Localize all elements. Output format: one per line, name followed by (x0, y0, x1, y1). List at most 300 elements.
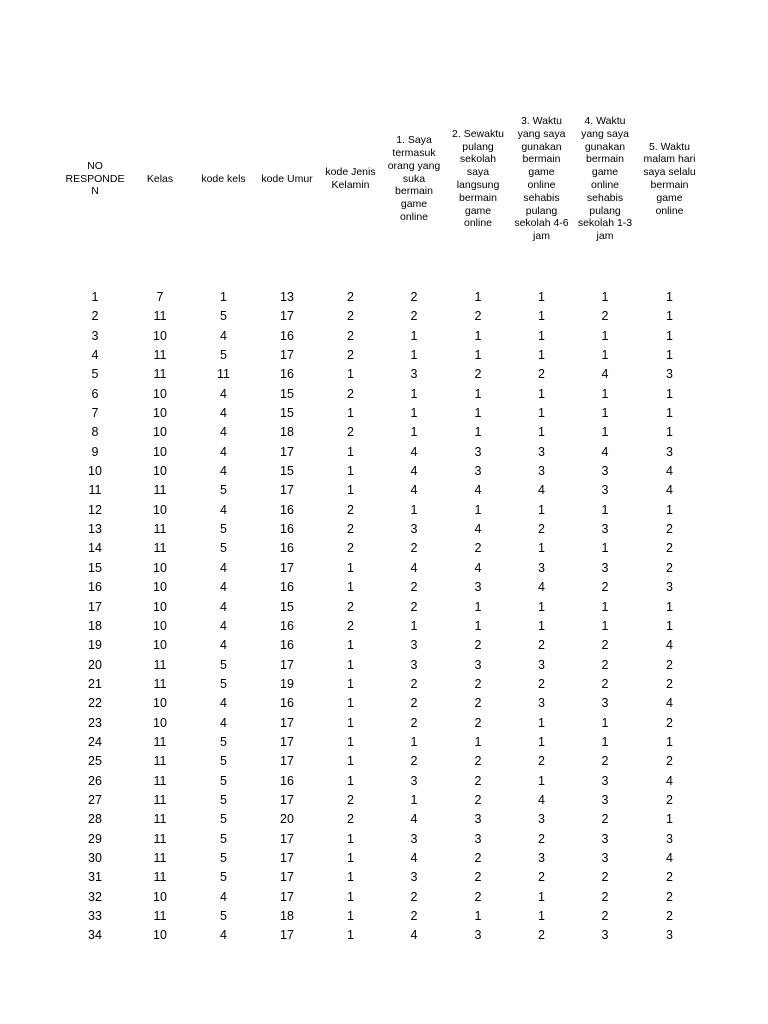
table-cell: 22 (88, 696, 102, 711)
table-cell: 1 (410, 792, 418, 807)
table-cell: 26 (88, 773, 102, 788)
table-cell: 10 (153, 386, 167, 401)
table-row (62, 462, 702, 481)
table-cell: 9 (91, 444, 99, 459)
table-cell: 13 (280, 290, 294, 304)
table-cell: 19 (88, 638, 102, 653)
table-cell: 15 (280, 599, 294, 614)
table-cell: 11 (153, 792, 167, 807)
table-cell: 2 (601, 812, 609, 827)
table-cell: 20 (280, 812, 294, 827)
table-cell: 2 (410, 541, 418, 556)
table-cell: 16 (88, 580, 102, 595)
table-cell: 27 (88, 792, 102, 807)
table-cell: 2 (666, 715, 673, 730)
table-cell: 4 (666, 483, 673, 498)
table-cell: 10 (153, 696, 167, 711)
table-cell: 2 (538, 638, 545, 653)
table-cell: 2 (474, 889, 482, 904)
table-cell: 3 (666, 831, 673, 846)
table-cell: 17 (280, 889, 294, 904)
table-cell: 4 (410, 850, 418, 865)
table-cell: 1 (474, 502, 482, 517)
table-cell: 16 (280, 618, 294, 633)
table-cell: 30 (88, 850, 102, 865)
table-cell: 1 (538, 406, 545, 421)
table-cell: 3 (538, 696, 545, 711)
table-cell: 24 (88, 734, 102, 749)
table-cell: 1 (601, 599, 609, 614)
table-cell: 1 (601, 541, 609, 556)
table-cell: 2 (347, 618, 354, 633)
table-cell: 17 (280, 657, 294, 672)
table-cell: 2 (347, 522, 354, 537)
header-question-4: 4. Waktu yang saya gunakan bermain game online sehabis pulang sekolah 1-3 jam (577, 115, 633, 243)
table-cell: 3 (601, 522, 609, 537)
table-cell: 4 (220, 464, 227, 479)
table-cell: 3 (601, 792, 609, 807)
table-cell: 2 (347, 541, 354, 556)
table-cell: 4 (220, 928, 227, 943)
table-cell: 1 (410, 328, 418, 343)
table-cell: 1 (538, 734, 545, 749)
table-cell: 2 (538, 367, 545, 382)
table-cell: 2 (666, 560, 673, 575)
table-cell: 1 (601, 406, 609, 421)
table-cell: 29 (88, 831, 102, 846)
table-cell: 17 (280, 715, 294, 730)
table-cell: 5 (220, 309, 227, 324)
table-cell: 1 (666, 812, 673, 827)
table-cell: 1 (538, 290, 545, 304)
table-cell: 4 (220, 638, 227, 653)
table-row (62, 404, 702, 423)
table-cell: 2 (474, 754, 482, 769)
table-cell: 3 (601, 850, 609, 865)
table-cell: 1 (601, 734, 609, 749)
table-cell: 1 (410, 348, 418, 363)
table-cell: 10 (153, 328, 167, 343)
table-cell: 17 (280, 792, 294, 807)
table-cell: 2 (347, 792, 354, 807)
table-cell: 1 (601, 290, 609, 304)
table-cell: 5 (220, 792, 227, 807)
table-cell: 1 (347, 831, 354, 846)
table-cell: 1 (347, 657, 354, 672)
table-cell: 3 (538, 657, 545, 672)
table-cell: 4 (220, 560, 227, 575)
table-cell: 5 (91, 367, 99, 382)
header-kode-kels: kode kels (201, 172, 246, 185)
table-cell: 2 (601, 754, 609, 769)
header-question-3: 3. Waktu yang saya gunakan bermain game online sehabis pulang sekolah 4-6 jam (514, 115, 569, 243)
table-cell: 16 (280, 328, 294, 343)
header-question-1: 1. Saya termasuk orang yang suka bermain game online (387, 134, 441, 223)
table-cell: 5 (220, 831, 227, 846)
table-cell: 1 (410, 386, 418, 401)
table-cell: 11 (153, 367, 167, 382)
table-cell: 4 (410, 560, 418, 575)
table-cell: 1 (347, 580, 354, 595)
table-cell: 2 (666, 870, 673, 885)
table-cell: 2 (474, 870, 482, 885)
table-cell: 25 (88, 754, 102, 769)
table-cell: 14 (88, 541, 102, 556)
table-cell: 11 (153, 657, 167, 672)
table-cell: 1 (347, 928, 354, 943)
table-cell: 2 (410, 580, 418, 595)
table-cell: 2 (410, 754, 418, 769)
table-cell: 17 (280, 309, 294, 324)
table-cell: 17 (280, 734, 294, 749)
table-cell: 1 (347, 850, 354, 865)
table-cell: 2 (666, 889, 673, 904)
table-cell: 1 (347, 696, 354, 711)
table-cell: 16 (280, 502, 294, 517)
table-cell: 1 (601, 502, 609, 517)
table-cell: 10 (153, 406, 167, 421)
table-cell: 3 (474, 444, 482, 459)
table-cell: 1 (666, 502, 673, 517)
table-cell: 1 (347, 406, 354, 421)
table-cell: 18 (280, 909, 294, 923)
table-cell: 10 (153, 618, 167, 633)
table-cell: 1 (474, 425, 482, 440)
table-cell: 4 (220, 889, 227, 904)
table-cell: 2 (474, 715, 482, 730)
table-cell: 3 (538, 812, 545, 827)
table-cell: 11 (217, 367, 230, 382)
table-cell: 1 (538, 425, 545, 440)
table-cell: 1 (601, 348, 609, 363)
table-row (62, 307, 702, 326)
table-cell: 2 (666, 541, 673, 556)
table-cell: 2 (474, 676, 482, 691)
table-row (62, 346, 702, 365)
table-row (62, 830, 702, 849)
table-row (62, 810, 702, 829)
table-cell: 5 (220, 541, 227, 556)
table-cell: 3 (666, 367, 673, 382)
table-cell: 1 (538, 909, 545, 923)
table-cell: 10 (153, 715, 167, 730)
table-cell: 3 (601, 464, 609, 479)
table-cell: 10 (153, 444, 167, 459)
table-row (62, 598, 702, 617)
table-cell: 4 (91, 348, 99, 363)
table-cell: 11 (153, 483, 167, 498)
table-cell: 2 (601, 657, 609, 672)
table-cell: 4 (220, 599, 227, 614)
table-cell: 1 (601, 618, 609, 633)
table-cell: 11 (153, 734, 167, 749)
table-cell: 2 (538, 928, 545, 943)
table-cell: 1 (474, 290, 482, 304)
table-cell: 1 (538, 889, 545, 904)
table-cell: 4 (538, 792, 545, 807)
table-cell: 1 (666, 734, 673, 749)
table-cell: 4 (538, 580, 545, 595)
table-cell: 15 (280, 464, 294, 479)
table-row (62, 714, 702, 733)
table-cell: 1 (474, 348, 482, 363)
table-cell: 1 (474, 386, 482, 401)
table-cell: 3 (666, 444, 673, 459)
header-kode-jenis-kelamin: kode Jenis Kelamin (325, 166, 376, 191)
table-cell: 1 (666, 348, 673, 363)
table-cell: 1 (538, 715, 545, 730)
table-cell: 4 (601, 444, 609, 459)
table-cell: 1 (538, 541, 545, 556)
table-cell: 11 (153, 676, 167, 691)
table-cell: 13 (88, 522, 102, 537)
table-cell: 2 (601, 889, 609, 904)
table-row (62, 423, 702, 442)
table-cell: 2 (474, 309, 482, 324)
survey-data-table (62, 110, 702, 946)
table-cell: 4 (220, 425, 227, 440)
table-cell: 1 (666, 406, 673, 421)
table-cell: 2 (666, 909, 673, 923)
table-cell: 4 (601, 367, 609, 382)
table-cell: 2 (347, 599, 354, 614)
table-cell: 2 (601, 870, 609, 885)
table-cell: 4 (538, 483, 545, 498)
table-cell: 1 (666, 309, 673, 324)
table-cell: 1 (474, 734, 482, 749)
table-cell: 3 (601, 560, 609, 575)
table-cell: 23 (88, 715, 102, 730)
table-cell: 16 (280, 638, 294, 653)
table-cell: 3 (410, 522, 418, 537)
table-cell: 4 (666, 638, 673, 653)
table-cell: 2 (410, 676, 418, 691)
table-cell: 4 (410, 444, 418, 459)
table-row (62, 520, 702, 539)
table-cell: 3 (410, 367, 418, 382)
table-cell: 4 (666, 464, 673, 479)
table-cell: 3 (538, 850, 545, 865)
table-cell: 1 (347, 870, 354, 885)
table-cell: 1 (666, 290, 673, 304)
table-cell: 17 (280, 560, 294, 575)
table-row (62, 248, 702, 307)
table-cell: 2 (91, 309, 99, 324)
table-cell: 2 (666, 792, 673, 807)
table-cell: 1 (410, 406, 418, 421)
header-row (62, 110, 702, 248)
table-cell: 3 (474, 580, 482, 595)
table-cell: 1 (410, 734, 418, 749)
table-row (62, 501, 702, 520)
table-cell: 16 (280, 696, 294, 711)
table-cell: 18 (280, 425, 294, 440)
header-kode-umur: kode Umur (261, 172, 313, 185)
table-cell: 3 (410, 773, 418, 788)
table-cell: 4 (666, 696, 673, 711)
table-body (62, 248, 702, 946)
table-row (62, 365, 702, 384)
table-cell: 11 (153, 541, 167, 556)
table-row (62, 926, 702, 945)
table-cell: 2 (538, 831, 545, 846)
table-cell: 1 (601, 386, 609, 401)
table-cell: 18 (88, 618, 102, 633)
table-cell: 1 (474, 406, 482, 421)
table-cell: 11 (153, 773, 167, 788)
table-cell: 2 (410, 309, 418, 324)
table-row (62, 578, 702, 597)
table-cell: 1 (538, 502, 545, 517)
table-cell: 3 (474, 831, 482, 846)
table-cell: 33 (88, 909, 102, 923)
table-row (62, 868, 702, 887)
table-cell: 4 (220, 502, 227, 517)
table-cell: 11 (88, 483, 102, 498)
table-row (62, 443, 702, 462)
table-cell: 1 (347, 715, 354, 730)
table-row (62, 385, 702, 404)
table-cell: 2 (601, 309, 609, 324)
table-cell: 1 (347, 560, 354, 575)
table-cell: 7 (156, 290, 164, 304)
table-cell: 1 (347, 464, 354, 479)
table-row (62, 888, 702, 907)
table-cell: 17 (280, 870, 294, 885)
table-cell: 3 (538, 444, 545, 459)
table-cell: 10 (88, 464, 102, 479)
table-cell: 16 (280, 367, 294, 382)
table-cell: 1 (347, 754, 354, 769)
table-cell: 17 (280, 928, 294, 943)
table-cell: 2 (410, 715, 418, 730)
table-cell: 1 (347, 676, 354, 691)
table-cell: 4 (220, 406, 227, 421)
table-cell: 11 (153, 870, 167, 885)
table-cell: 2 (347, 348, 354, 363)
table-cell: 1 (538, 309, 545, 324)
table-cell: 2 (474, 850, 482, 865)
table-cell: 1 (347, 444, 354, 459)
table-cell: 4 (220, 715, 227, 730)
table-row (62, 656, 702, 675)
table-cell: 3 (474, 464, 482, 479)
table-cell: 2 (474, 638, 482, 653)
table-cell: 3 (474, 928, 482, 943)
table-cell: 1 (538, 328, 545, 343)
table-cell: 2 (474, 792, 482, 807)
table-cell: 1 (538, 348, 545, 363)
table-cell: 3 (601, 483, 609, 498)
table-cell: 2 (410, 909, 418, 923)
table-cell: 4 (220, 444, 227, 459)
table-cell: 3 (410, 638, 418, 653)
table-cell: 1 (538, 618, 545, 633)
table-row (62, 539, 702, 558)
table-cell: 17 (88, 599, 102, 614)
table-cell: 1 (410, 425, 418, 440)
table-cell: 10 (153, 502, 167, 517)
table-cell: 10 (153, 599, 167, 614)
table-cell: 17 (280, 754, 294, 769)
table-cell: 10 (153, 928, 167, 943)
table-cell: 2 (474, 367, 482, 382)
table-cell: 1 (410, 502, 418, 517)
table-cell: 11 (153, 348, 167, 363)
table-cell: 28 (88, 812, 102, 827)
table-cell: 16 (280, 580, 294, 595)
table-cell: 2 (538, 754, 545, 769)
table-cell: 5 (220, 657, 227, 672)
table-cell: 4 (666, 773, 673, 788)
table-cell: 1 (666, 328, 673, 343)
table-row (62, 327, 702, 346)
table-cell: 2 (538, 676, 545, 691)
table-cell: 4 (220, 386, 227, 401)
table-cell: 5 (220, 676, 227, 691)
table-cell: 3 (601, 831, 609, 846)
table-cell: 11 (153, 522, 167, 537)
table-cell: 5 (220, 754, 227, 769)
table-cell: 4 (474, 522, 482, 537)
table-cell: 2 (347, 386, 354, 401)
table-cell: 2 (474, 773, 482, 788)
table-cell: 11 (153, 831, 167, 846)
table-cell: 31 (88, 870, 102, 885)
table-cell: 21 (88, 676, 102, 691)
table-cell: 2 (666, 754, 673, 769)
table-cell: 1 (601, 425, 609, 440)
table-cell: 2 (347, 290, 354, 304)
table-cell: 2 (666, 657, 673, 672)
table-cell: 3 (601, 773, 609, 788)
table-row (62, 791, 702, 810)
header-question-2: 2. Sewaktu pulang sekolah saya langsung bermain game online (452, 127, 504, 230)
table-cell: 10 (153, 560, 167, 575)
table-cell: 17 (280, 444, 294, 459)
header-question-5: 5. Waktu malam hari saya selalu bermain game online (643, 140, 696, 217)
table-cell: 15 (280, 406, 294, 421)
table-cell: 11 (153, 850, 167, 865)
header-no-responden: NO RESPONDE N (65, 159, 125, 198)
table-cell: 4 (666, 850, 673, 865)
table-cell: 10 (153, 889, 167, 904)
table-cell: 2 (538, 870, 545, 885)
table-cell: 2 (347, 328, 354, 343)
table-cell: 1 (474, 599, 482, 614)
table-cell: 4 (410, 928, 418, 943)
table-cell: 2 (347, 812, 354, 827)
table-cell: 1 (347, 483, 354, 498)
table-cell: 1 (666, 386, 673, 401)
header-kelas: Kelas (146, 172, 174, 185)
table-cell: 4 (474, 560, 482, 575)
table-cell: 3 (474, 812, 482, 827)
table-cell: 11 (153, 754, 167, 769)
table-cell: 1 (347, 367, 354, 382)
table-cell: 15 (88, 560, 102, 575)
table-cell: 10 (153, 580, 167, 595)
table-cell: 3 (91, 328, 99, 343)
table-cell: 1 (601, 328, 609, 343)
table-cell: 5 (220, 348, 227, 363)
table-cell: 3 (410, 831, 418, 846)
table-cell: 2 (347, 502, 354, 517)
table-cell: 2 (347, 425, 354, 440)
table-cell: 2 (410, 696, 418, 711)
table-row (62, 559, 702, 578)
table-cell: 4 (410, 464, 418, 479)
